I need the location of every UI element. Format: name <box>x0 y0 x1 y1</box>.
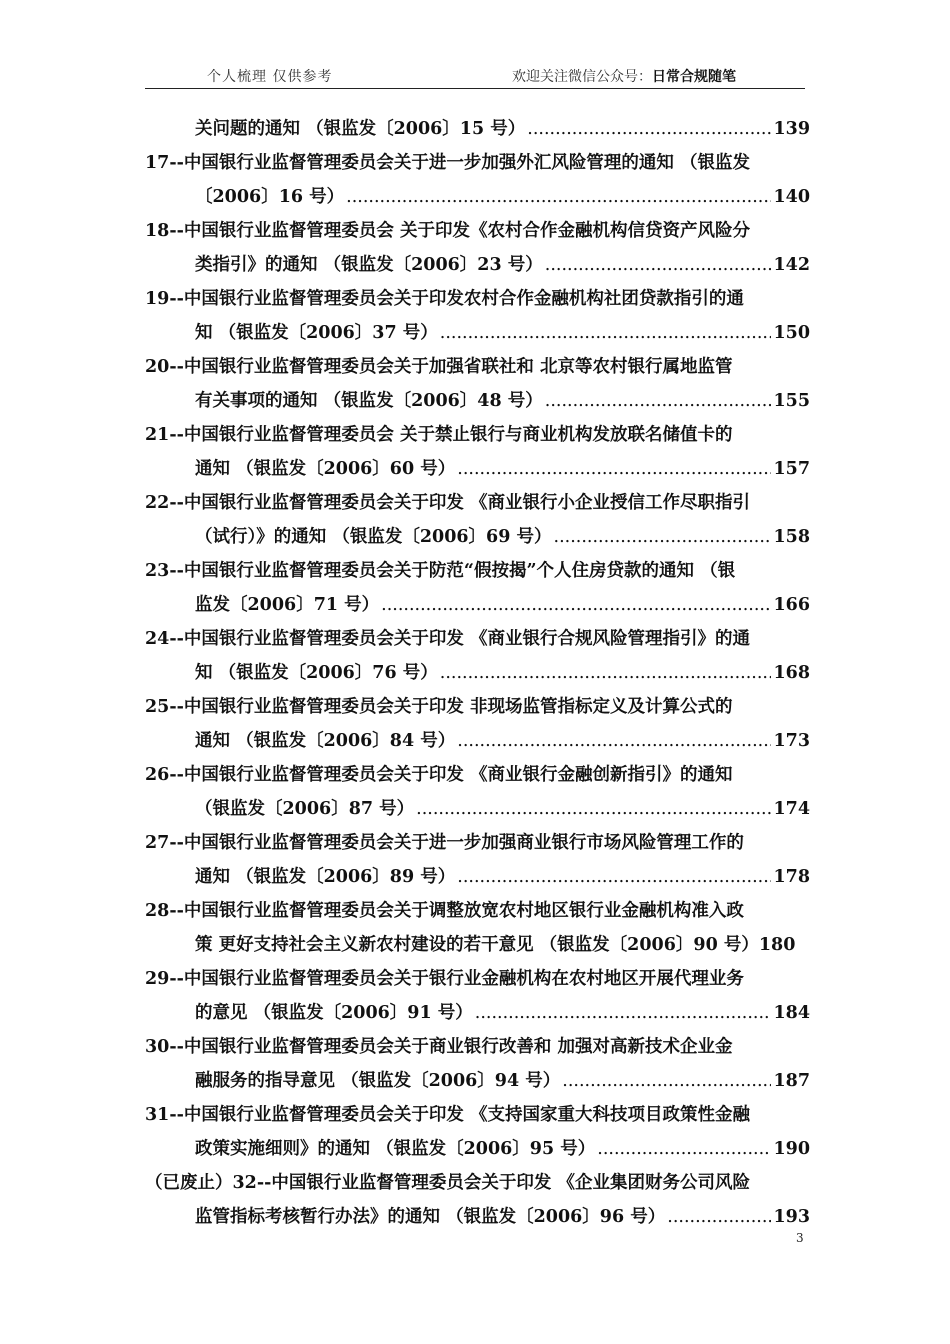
toc-entry-continuation <box>145 1200 810 1234</box>
page-header <box>145 64 805 88</box>
header-left-text: 个人梳理 仅供参考 <box>207 69 333 85</box>
toc-entry[interactable] <box>145 350 810 418</box>
toc-leader-dots <box>475 996 772 1030</box>
toc-entry[interactable] <box>145 622 810 690</box>
toc-page-number: 184 <box>773 1003 810 1023</box>
toc-entry-title: （已废止）32--中国银行业监督管理委员会关于印发 《企业集团财务公司风险 <box>145 1173 750 1193</box>
toc-entry-title: 23--中国银行业监督管理委员会关于防范“假按揭”个人住房贷款的通知 （银 <box>145 561 736 581</box>
toc-entry-continuation <box>145 180 810 214</box>
toc-entry[interactable] <box>145 214 810 282</box>
toc-entry-subtitle: 监管指标考核暂行办法》的通知 （银监发〔2006〕96 号） <box>195 1207 666 1227</box>
toc-entry-subtitle: （试行）》的通知 （银监发〔2006〕69 号） <box>195 527 552 547</box>
toc-entry-continuation <box>145 112 810 146</box>
toc-entry-title: 24--中国银行业监督管理委员会关于印发 《商业银行合规风险管理指引》的通 <box>145 629 750 649</box>
toc-entry-subtitle: 关问题的通知 （银监发〔2006〕15 号） <box>195 119 526 139</box>
table-of-contents <box>145 112 810 1234</box>
toc-leader-dots <box>667 1200 771 1234</box>
toc-entry-continuation <box>145 588 810 622</box>
toc-entry-continuation <box>145 996 810 1030</box>
toc-entry-title: 28--中国银行业监督管理委员会关于调整放宽农村地区银行业金融机构准入政 <box>145 901 744 921</box>
toc-leader-dots <box>440 316 772 350</box>
toc-entry[interactable] <box>145 1030 810 1098</box>
toc-leader-dots <box>416 792 771 826</box>
toc-entry-title: 29--中国银行业监督管理委员会关于银行业金融机构在农村地区开展代理业务 <box>145 969 744 989</box>
header-right-prefix: 欢迎关注微信公众号： <box>512 69 652 85</box>
toc-leader-dots <box>457 452 771 486</box>
toc-leader-dots <box>440 656 772 690</box>
toc-entry-continuation <box>145 1064 810 1098</box>
toc-entry-title: 30--中国银行业监督管理委员会关于商业银行改善和 加强对高新技术企业金 <box>145 1037 733 1057</box>
toc-entry-title: 20--中国银行业监督管理委员会关于加强省联社和 北京等农村银行属地监管 <box>145 357 733 377</box>
toc-entry-subtitle: 有关事项的通知 （银监发〔2006〕48 号） <box>195 391 543 411</box>
toc-page-number: 155 <box>773 391 810 411</box>
toc-page-number: 173 <box>773 731 810 751</box>
toc-entry-subtitle: 策 更好支持社会主义新农村建设的若干意见 （银监发〔2006〕90 号） <box>195 935 759 955</box>
page-number: 3 <box>796 1231 804 1245</box>
toc-entry-title: 27--中国银行业监督管理委员会关于进一步加强商业银行市场风险管理工作的 <box>145 833 744 853</box>
toc-entry[interactable] <box>145 112 810 146</box>
toc-leader-dots <box>381 588 771 622</box>
toc-leader-dots <box>562 1064 771 1098</box>
toc-page-number: 193 <box>773 1207 810 1227</box>
toc-entry-title: 17--中国银行业监督管理委员会关于进一步加强外汇风险管理的通知 （银监发 <box>145 153 750 173</box>
toc-entry[interactable] <box>145 826 810 894</box>
toc-entry-continuation <box>145 860 810 894</box>
toc-page-number: 142 <box>773 255 810 275</box>
toc-page-number: 158 <box>773 527 810 547</box>
toc-entry-continuation <box>145 724 810 758</box>
toc-page-number: 180 <box>758 935 796 955</box>
toc-entry[interactable] <box>145 554 810 622</box>
toc-entry-title: 19--中国银行业监督管理委员会关于印发农村合作金融机构社团贷款指引的通 <box>145 289 744 309</box>
toc-entry-subtitle: 通知 （银监发〔2006〕89 号） <box>195 867 456 887</box>
toc-entry-subtitle: 通知 （银监发〔2006〕84 号） <box>195 731 456 751</box>
toc-page-number: 157 <box>773 459 810 479</box>
toc-leader-dots <box>457 724 771 758</box>
toc-entry-subtitle: 融服务的指导意见 （银监发〔2006〕94 号） <box>195 1071 561 1091</box>
toc-entry-subtitle: 监发〔2006〕71 号） <box>195 595 380 615</box>
toc-leader-dots <box>457 860 771 894</box>
toc-leader-dots <box>346 180 771 214</box>
toc-entry-subtitle: 通知 （银监发〔2006〕60 号） <box>195 459 456 479</box>
toc-entry[interactable] <box>145 894 810 962</box>
toc-entry[interactable] <box>145 486 810 554</box>
toc-entry-continuation <box>145 928 810 962</box>
toc-entry-subtitle: 〔2006〕16 号） <box>195 187 345 207</box>
toc-entry-title: 31--中国银行业监督管理委员会关于印发 《支持国家重大科技项目政策性金融 <box>145 1105 750 1125</box>
header-right-text <box>512 66 736 86</box>
header-right-bold: 日常合规随笔 <box>652 69 736 85</box>
toc-page-number: 140 <box>773 187 810 207</box>
toc-entry-title: 21--中国银行业监督管理委员会 关于禁止银行与商业机构发放联名储值卡的 <box>145 425 733 445</box>
toc-entry-subtitle: 的意见 （银监发〔2006〕91 号） <box>195 1003 473 1023</box>
toc-page-number: 150 <box>773 323 810 343</box>
toc-leader-dots <box>545 248 772 282</box>
toc-entry-continuation <box>145 452 810 486</box>
toc-entry-title: 22--中国银行业监督管理委员会关于印发 《商业银行小企业授信工作尽职指引 <box>145 493 750 513</box>
toc-entry-subtitle: 知 （银监发〔2006〕76 号） <box>195 663 438 683</box>
toc-page-number: 178 <box>773 867 810 887</box>
toc-entry-title: 18--中国银行业监督管理委员会 关于印发《农村合作金融机构信贷资产风险分 <box>145 221 750 241</box>
toc-entry[interactable] <box>145 418 810 486</box>
toc-entry-title: 25--中国银行业监督管理委员会关于印发 非现场监管指标定义及计算公式的 <box>145 697 733 717</box>
toc-entry-subtitle: 知 （银监发〔2006〕37 号） <box>195 323 438 343</box>
toc-page-number: 139 <box>773 119 810 139</box>
header-divider <box>145 88 805 89</box>
toc-entry[interactable] <box>145 962 810 1030</box>
toc-page-number: 168 <box>773 663 810 683</box>
toc-leader-dots <box>545 384 772 418</box>
toc-entry-continuation <box>145 520 810 554</box>
toc-entry[interactable] <box>145 146 810 214</box>
toc-entry[interactable] <box>145 758 810 826</box>
toc-entry[interactable] <box>145 1098 810 1166</box>
toc-leader-dots <box>597 1132 771 1166</box>
toc-entry-continuation <box>145 248 810 282</box>
toc-page-number: 187 <box>773 1071 810 1091</box>
toc-entry-title: 26--中国银行业监督管理委员会关于印发 《商业银行金融创新指引》的通知 <box>145 765 733 785</box>
toc-leader-dots <box>527 112 771 146</box>
toc-entry-continuation <box>145 1132 810 1166</box>
toc-entry-subtitle: 类指引》的通知 （银监发〔2006〕23 号） <box>195 255 543 275</box>
toc-entry[interactable] <box>145 690 810 758</box>
toc-entry[interactable] <box>145 1166 810 1234</box>
toc-leader-dots <box>554 520 772 554</box>
toc-entry-continuation <box>145 384 810 418</box>
toc-entry-subtitle: 政策实施细则》的通知 （银监发〔2006〕95 号） <box>195 1139 596 1159</box>
toc-entry-continuation <box>145 656 810 690</box>
toc-entry-continuation <box>145 316 810 350</box>
toc-page-number: 174 <box>773 799 810 819</box>
toc-page-number: 166 <box>773 595 810 615</box>
toc-entry[interactable] <box>145 282 810 350</box>
toc-entry-continuation <box>145 792 810 826</box>
toc-page-number: 190 <box>773 1139 810 1159</box>
toc-entry-subtitle: （银监发〔2006〕87 号） <box>195 799 415 819</box>
